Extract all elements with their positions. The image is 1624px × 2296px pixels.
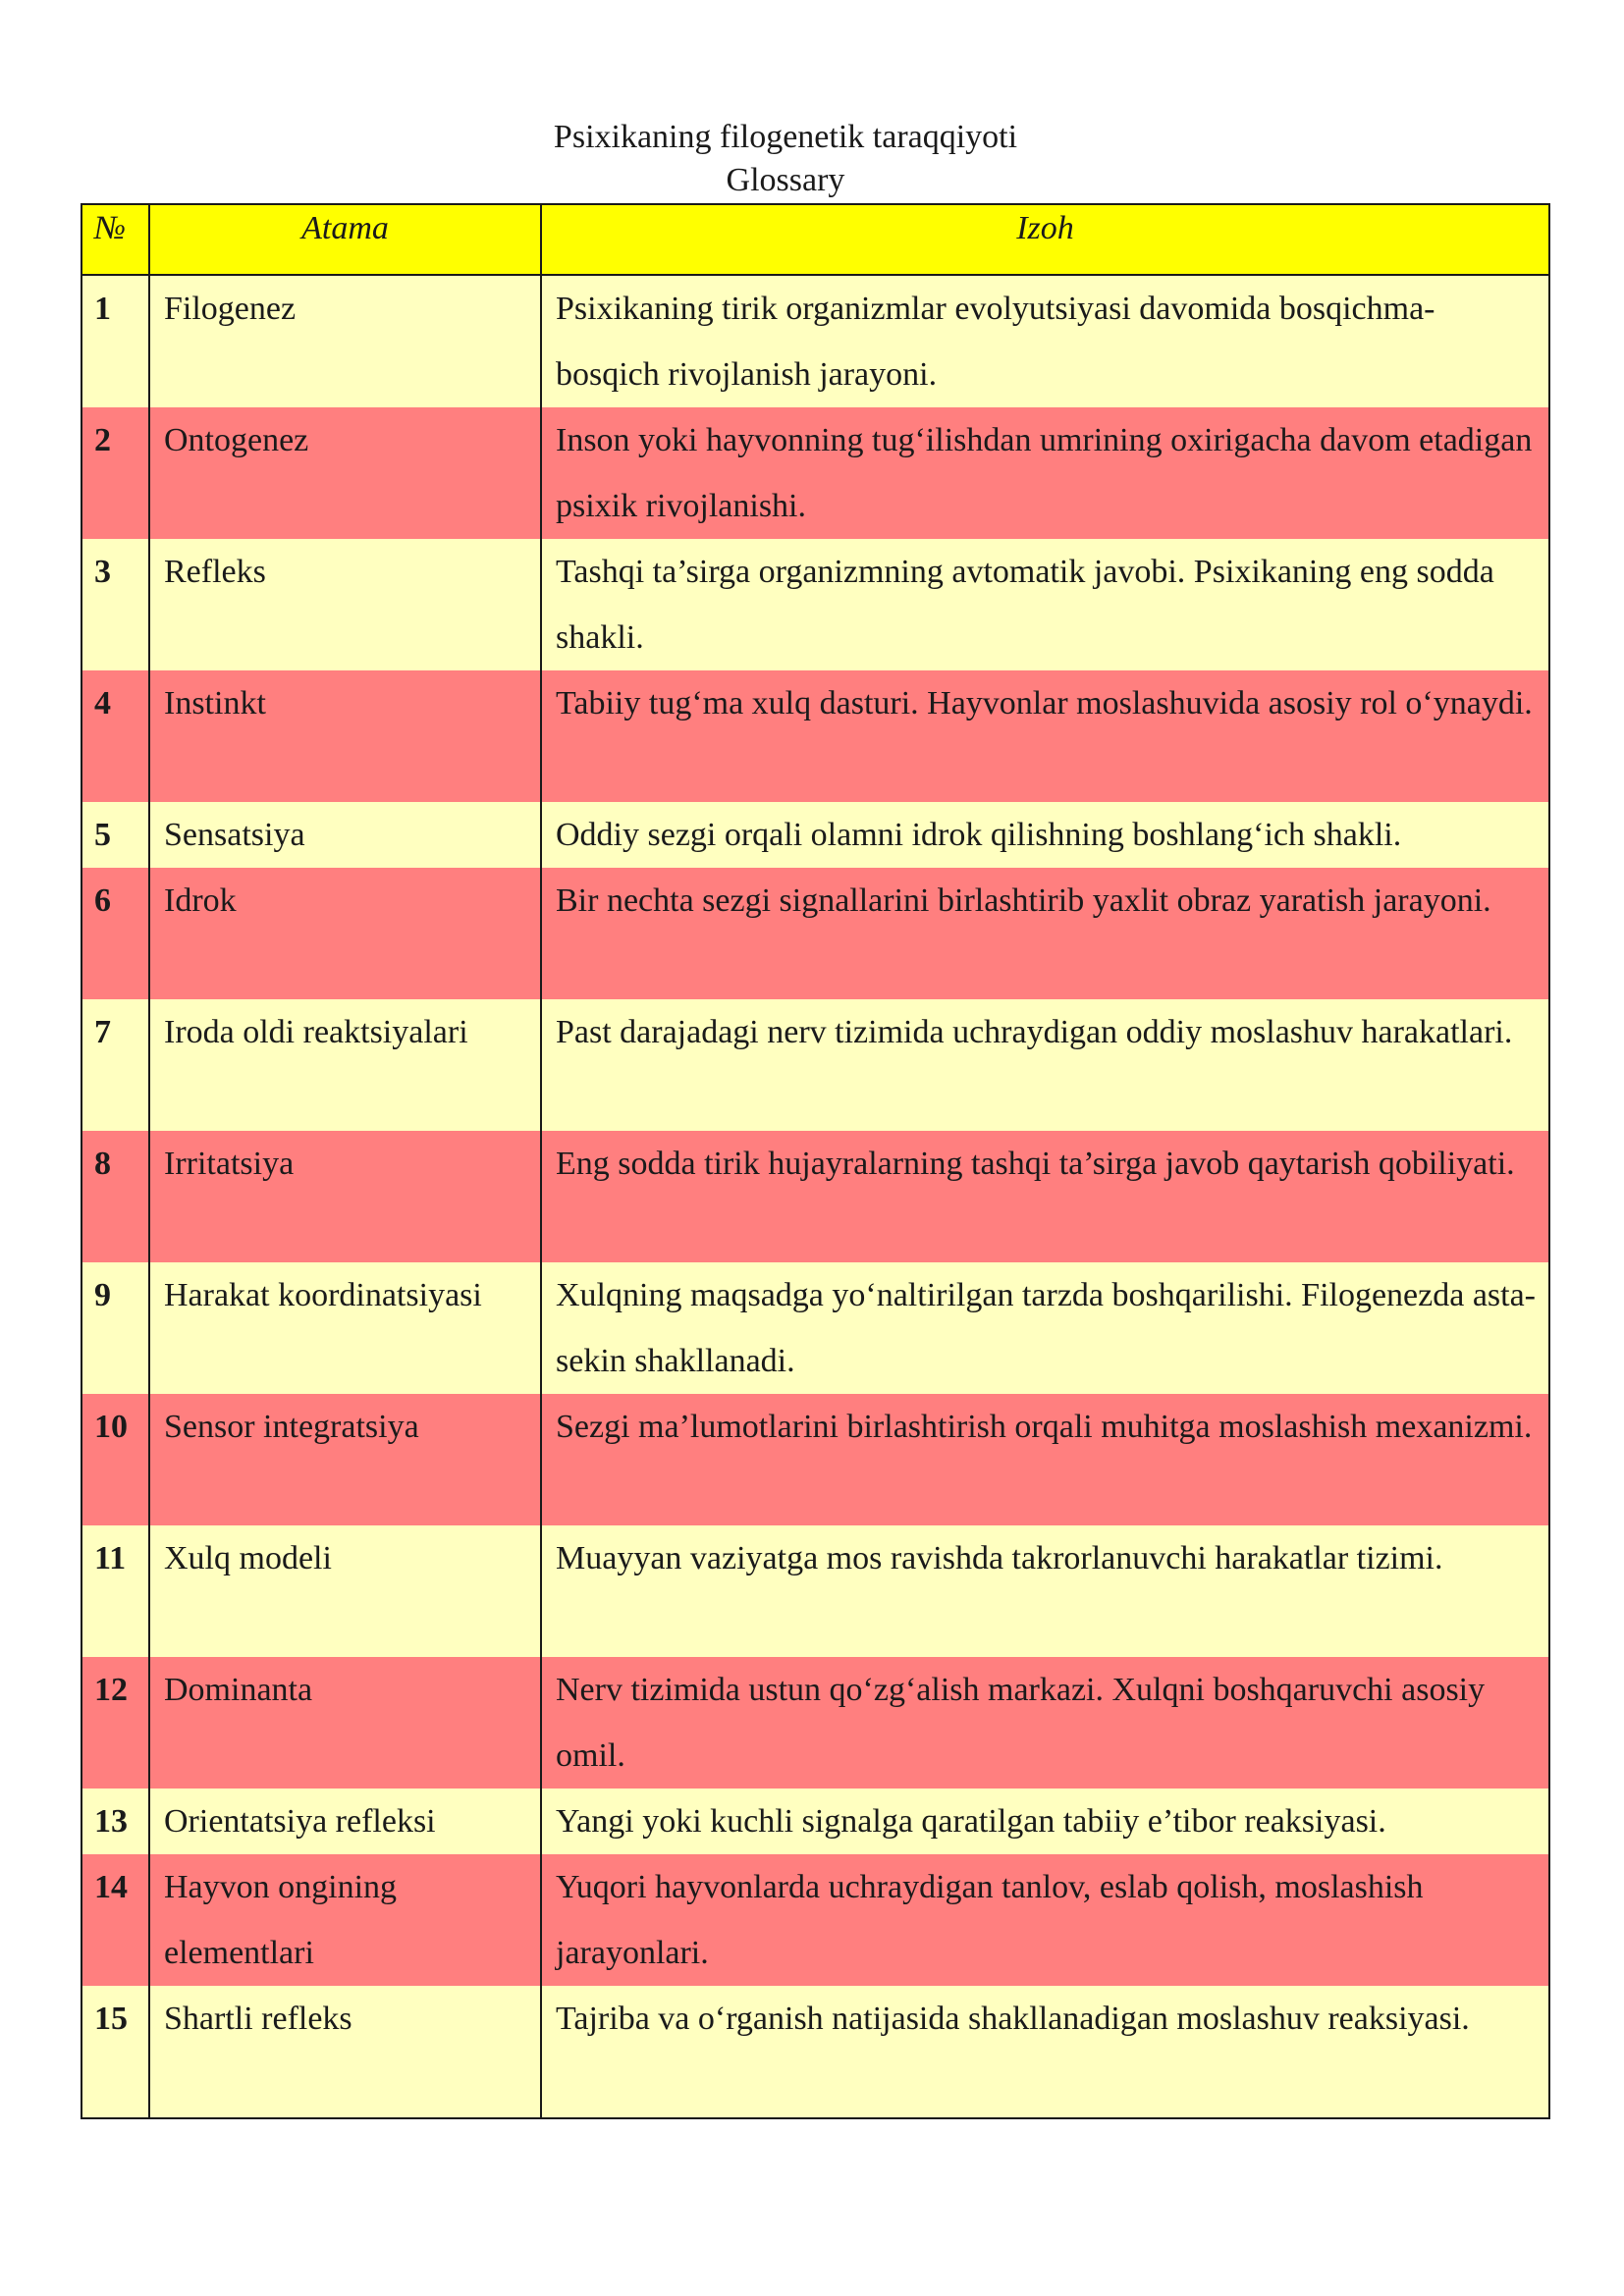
- row-description: Bir nechta sezgi signallarini birlashtirib yaxlit obraz yaratish jarayoni.: [541, 868, 1549, 999]
- row-description: Muayyan vaziyatga mos ravishda takrorlanuvchi harakatlar tizimi.: [541, 1525, 1549, 1657]
- row-number: 11: [81, 1525, 149, 1657]
- table-header-row: [81, 204, 1549, 275]
- row-term: Irritatsiya: [149, 1131, 541, 1262]
- table-row: [81, 1131, 1549, 1262]
- row-term: Refleks: [149, 539, 541, 670]
- row-term: Harakat koordinatsiyasi: [149, 1262, 541, 1394]
- row-description: Inson yoki hayvonning tug‘ilishdan umrining oxirigacha davom etadigan psixik rivojlanishi.: [541, 407, 1549, 539]
- table-row: [81, 1394, 1549, 1525]
- row-description: Nerv tizimida ustun qo‘zg‘alish markazi. Xulqni boshqaruvchi asosiy omil.: [541, 1657, 1549, 1789]
- glossary-table: [81, 203, 1550, 2119]
- row-number: 6: [81, 868, 149, 999]
- row-number: 14: [81, 1854, 149, 1986]
- table-row: [81, 1525, 1549, 1657]
- row-term: Sensatsiya: [149, 802, 541, 868]
- table-row: [81, 1789, 1549, 1854]
- title-block: [0, 116, 1571, 202]
- row-description: Yuqori hayvonlarda uchraydigan tanlov, eslab qolish, moslashish jarayonlari.: [541, 1854, 1549, 1986]
- row-number: 4: [81, 670, 149, 802]
- table-row: [81, 868, 1549, 999]
- row-description: Xulqning maqsadga yo‘naltirilgan tarzda boshqarilishi. Filogenezda asta-sekin shakllanadi.: [541, 1262, 1549, 1394]
- table-row: [81, 1262, 1549, 1394]
- row-number: 1: [81, 275, 149, 407]
- row-description: Sezgi ma’lumotlarini birlashtirish orqali muhitga moslashish mexanizmi.: [541, 1394, 1549, 1525]
- row-term: Filogenez: [149, 275, 541, 407]
- header-number: №: [81, 204, 149, 275]
- table-row: [81, 407, 1549, 539]
- row-number: 2: [81, 407, 149, 539]
- row-term: Dominanta: [149, 1657, 541, 1789]
- row-term: Idrok: [149, 868, 541, 999]
- table-row: [81, 802, 1549, 868]
- row-number: 5: [81, 802, 149, 868]
- row-number: 10: [81, 1394, 149, 1525]
- table-row: [81, 1986, 1549, 2118]
- row-number: 9: [81, 1262, 149, 1394]
- row-number: 13: [81, 1789, 149, 1854]
- row-number: 12: [81, 1657, 149, 1789]
- row-term: Iroda oldi reaktsiyalari: [149, 999, 541, 1131]
- table-row: [81, 275, 1549, 407]
- row-term: Ontogenez: [149, 407, 541, 539]
- row-description: Tabiiy tug‘ma xulq dasturi. Hayvonlar moslashuvida asosiy rol o‘ynaydi.: [541, 670, 1549, 802]
- header-term: Atama: [149, 204, 541, 275]
- row-number: 15: [81, 1986, 149, 2118]
- row-term: Hayvon ongining elementlari: [149, 1854, 541, 1986]
- row-description: Yangi yoki kuchli signalga qaratilgan tabiiy e’tibor reaksiyasi.: [541, 1789, 1549, 1854]
- row-description: Oddiy sezgi orqali olamni idrok qilishning boshlang‘ich shakli.: [541, 802, 1549, 868]
- table-row: [81, 999, 1549, 1131]
- row-description: Psixikaning tirik organizmlar evolyutsiyasi davomida bosqichma-bosqich rivojlanish jarayoni.: [541, 275, 1549, 407]
- row-description: Tajriba va o‘rganish natijasida shakllanadigan moslashuv reaksiyasi.: [541, 1986, 1549, 2118]
- row-description: Past darajadagi nerv tizimida uchraydigan oddiy moslashuv harakatlari.: [541, 999, 1549, 1131]
- row-term: Xulq modeli: [149, 1525, 541, 1657]
- row-description: Tashqi ta’sirga organizmning avtomatik javobi. Psixikaning eng sodda shakli.: [541, 539, 1549, 670]
- row-term: Orientatsiya refleksi: [149, 1789, 541, 1854]
- table-row: [81, 1854, 1549, 1986]
- row-term: Sensor integratsiya: [149, 1394, 541, 1525]
- row-number: 3: [81, 539, 149, 670]
- document-title: Psixikaning filogenetik taraqqiyoti: [553, 119, 1018, 155]
- row-number: 7: [81, 999, 149, 1131]
- row-number: 8: [81, 1131, 149, 1262]
- table-row: [81, 1657, 1549, 1789]
- table-row: [81, 670, 1549, 802]
- row-description: Eng sodda tirik hujayralarning tashqi ta’sirga javob qaytarish qobiliyati.: [541, 1131, 1549, 1262]
- row-term: Shartli refleks: [149, 1986, 541, 2118]
- header-description: Izoh: [541, 204, 1549, 275]
- table-row: [81, 539, 1549, 670]
- row-term: Instinkt: [149, 670, 541, 802]
- document-subtitle: Glossary: [726, 162, 845, 198]
